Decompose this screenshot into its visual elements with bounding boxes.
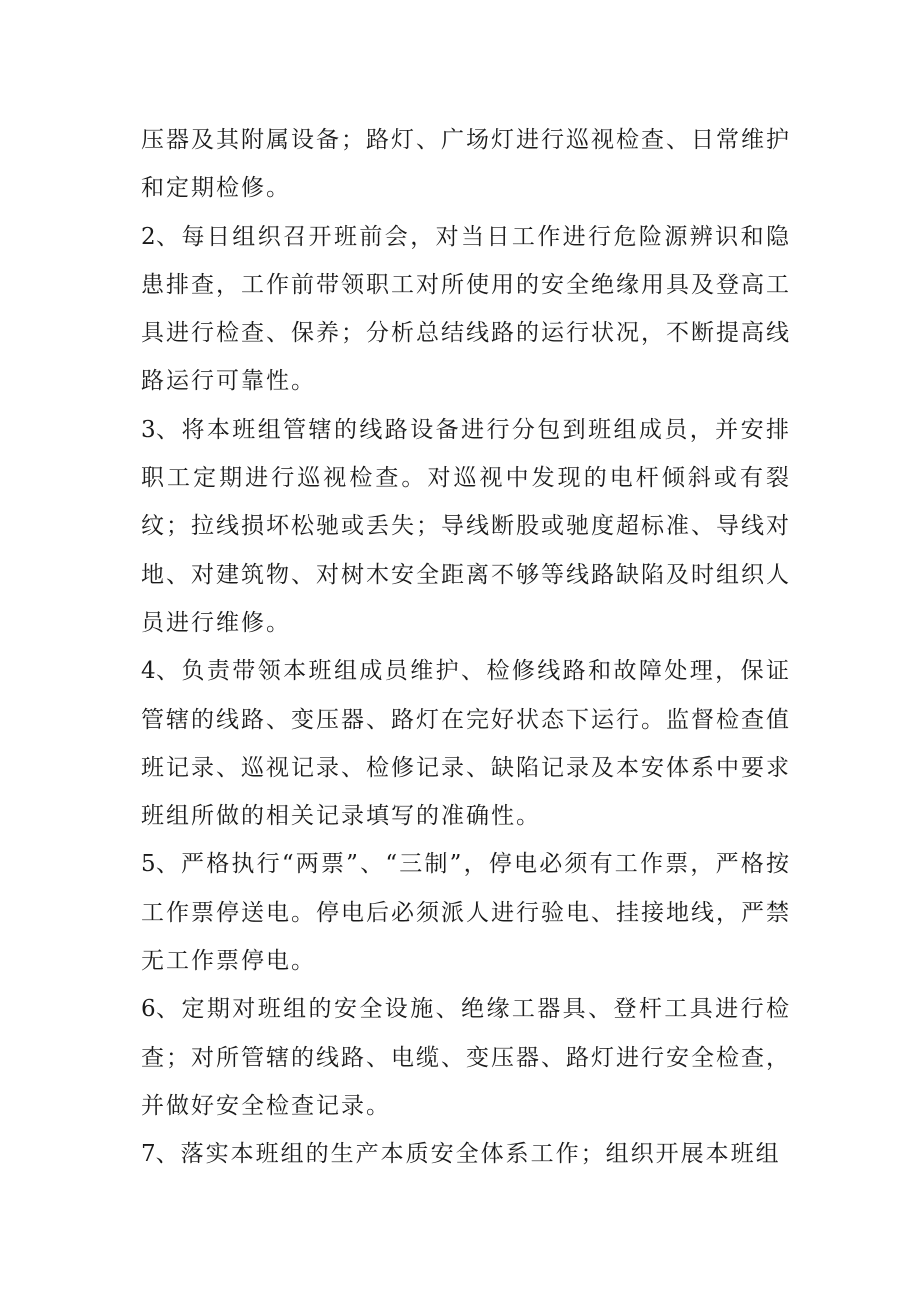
document-body	[141, 116, 791, 1179]
paragraph-item-3	[141, 406, 791, 647]
paragraph-item-5	[141, 840, 791, 985]
paragraph-text: 、落实本班组的生产本质安全体系工作；组织开展本班组	[155, 1141, 781, 1168]
item-number: 2	[141, 223, 156, 250]
paragraph-text: 、每日组织召开班前会，对当日工作进行危险源辨识和隐患排查，工作前带领职工对所使用的安全绝缘用具及登高工具进行检查、保养；分析总结线路的运行状况，不断提高线路运行可靠性。	[141, 223, 791, 395]
paragraph-item-7	[141, 1130, 791, 1178]
paragraph-item-4	[141, 647, 791, 840]
paragraph-item-2	[141, 213, 791, 406]
paragraph-text: 、定期对班组的安全设施、绝缘工器具、登杆工具进行检查；对所管辖的线路、电缆、变压器、路灯进行安全检查，并做好安全检查记录。	[141, 996, 791, 1119]
paragraph-text: 压器及其附属设备；路灯、广场灯进行巡视检查、日常维护和定期检修。	[141, 127, 791, 202]
paragraph-item-6	[141, 985, 791, 1130]
item-number: 4	[141, 658, 156, 685]
paragraph-text: 、将本班组管辖的线路设备进行分包到班组成员，并安排职工定期进行巡视检查。对巡视中发现的电杆倾斜或有裂纹；拉线损坏松驰或丢失；导线断股或驰度超标准、导线对地、对建筑物、对树木安全距离不够等线路缺陷及时组织人员进行维修。	[141, 416, 791, 636]
item-number: 7	[141, 1141, 156, 1168]
paragraph-text: 、负责带领本班组成员维护、检修线路和故障处理，保证管辖的线路、变压器、路灯在完好状态下运行。监督检查值班记录、巡视记录、检修记录、缺陷记录及本安体系中要求班组所做的相关记录填写的准确性。	[141, 658, 791, 830]
paragraph-text: 、严格执行“两票”、“三制”，停电必须有工作票，严格按工作票停送电。停电后必须派人进行验电、挂接地线，严禁无工作票停电。	[141, 851, 791, 975]
item-number: 6	[141, 996, 156, 1023]
item-number: 3	[141, 416, 156, 443]
item-number: 5	[141, 851, 156, 878]
paragraph-continued	[141, 116, 791, 213]
